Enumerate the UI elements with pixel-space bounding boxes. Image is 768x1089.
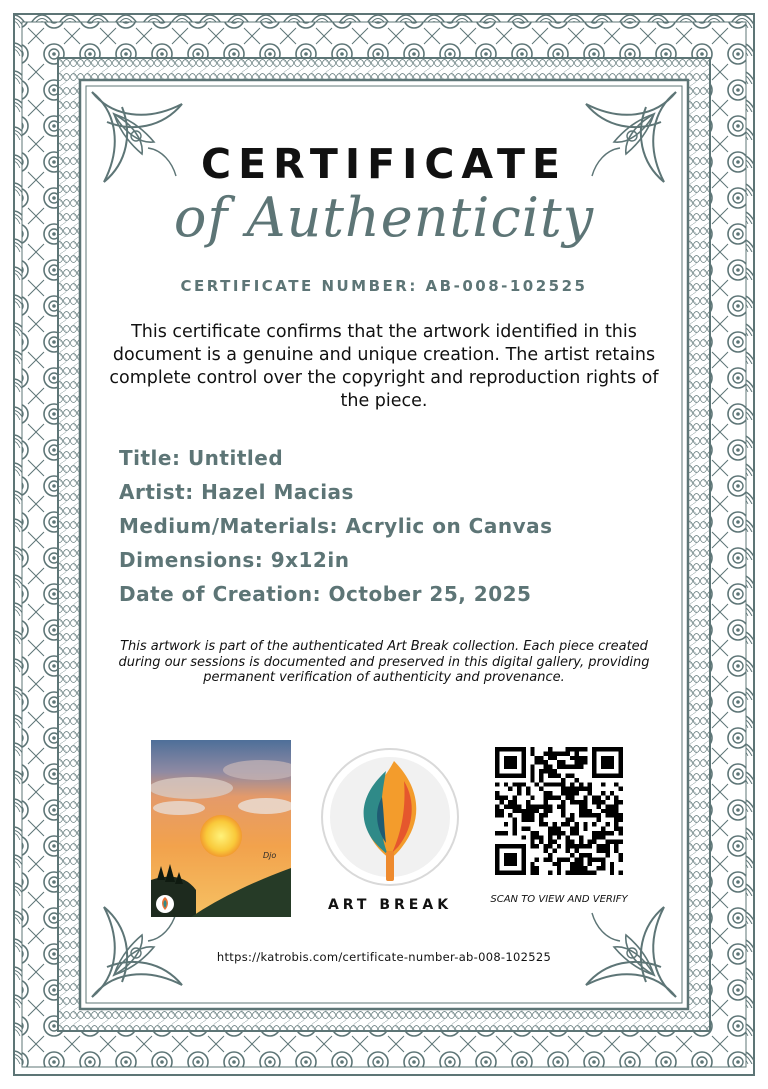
certificate-number: CERTIFICATE NUMBER: AB-008-102525 <box>180 277 588 295</box>
certificate-title: CERTIFICATE <box>201 140 567 188</box>
artwork-medium: Medium/Materials: Acrylic on Canvas <box>119 514 553 538</box>
certificate-subtitle: of Authenticity <box>173 186 595 249</box>
qr-code[interactable] <box>495 747 623 875</box>
painting-signature: Djo <box>263 851 277 860</box>
brand-name: ART BREAK <box>327 897 453 913</box>
qr-caption: SCAN TO VIEW AND VERIFY <box>490 894 628 905</box>
artwork-title: Title: Untitled <box>119 446 284 470</box>
artwork-artist: Artist: Hazel Macias <box>119 480 354 504</box>
artwork-details <box>119 443 679 613</box>
collection-note: This artwork is part of the authenticated Art Break collection. Each piece created during our sessions is documented and preserved in this digital gallery, providing permanent verification of authenticity and provenance. <box>118 639 650 685</box>
artwork-dimensions: Dimensions: 9x12in <box>119 548 350 572</box>
artwork-image <box>151 740 291 917</box>
certificate-url[interactable]: https://katrobis.com/certificate-number-ab-008-102525 <box>216 950 552 964</box>
authenticity-statement: This certificate confirms that the artwork identified in this document is a genuine and unique creation. The artist retains complete control over the copyright and reproduction rights of the piece. <box>109 322 659 411</box>
art-break-logo <box>320 747 460 887</box>
artwork-date: Date of Creation: October 25, 2025 <box>119 582 532 606</box>
